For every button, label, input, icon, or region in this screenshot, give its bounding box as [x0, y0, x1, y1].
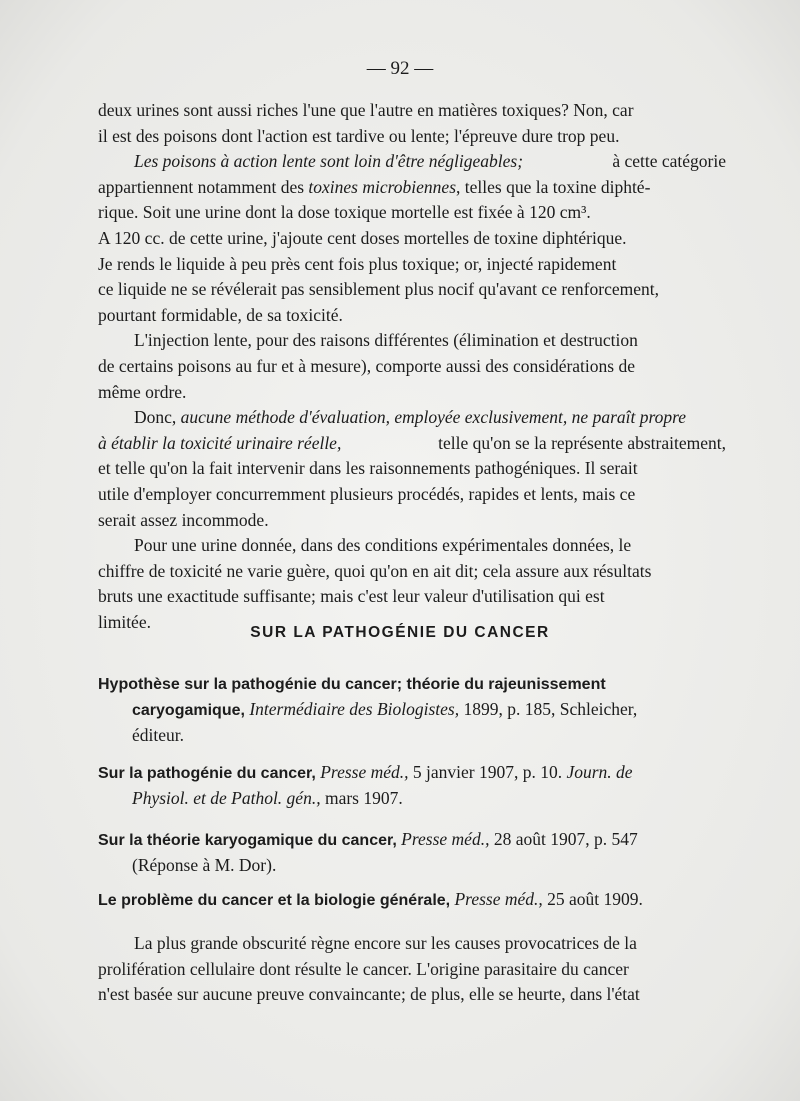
bibliography-entry — [98, 672, 726, 748]
text-line: appartiennent notamment des toxines microbiennes, telles que la toxine diphté- — [98, 176, 651, 197]
text-line: chiffre de toxicité ne varie guère, quoi qu'on en ait dit; cela assure aux résultats — [98, 560, 652, 581]
body-text — [98, 98, 726, 635]
text-line: il est des poisons dont l'action est tardive ou lente; l'épreuve dure trop peu. — [98, 125, 620, 146]
text-line: Je rends le liquide à peu près cent fois plus toxique; or, injecté rapidement — [98, 253, 617, 274]
text-line: Donc, aucune méthode d'évaluation, employée exclusivement, ne paraît propre — [134, 407, 687, 428]
entry-line: Le problème du cancer et la biologie générale, Presse méd., 25 août 1909. — [98, 889, 643, 909]
text-line: utile d'employer concurremment plusieurs procédés, rapides et lents, mais ce — [98, 483, 636, 504]
bibliography-entry — [98, 827, 726, 878]
entry-line: Hypothèse sur la pathogénie du cancer; théorie du rajeunissement — [98, 676, 606, 693]
text-line: La plus grande obscurité règne encore sur les causes provocatrices de la — [134, 933, 637, 953]
entry-line: éditeur. — [132, 725, 184, 745]
text-line: Pour une urine donnée, dans des conditions expérimentales données, le — [134, 535, 632, 556]
text-line: limitée. — [98, 611, 151, 632]
text-line: n'est basée sur aucune preuve convaincante; de plus, elle se heurte, dans l'état — [98, 984, 640, 1005]
page-number: — 92 — — [366, 58, 434, 79]
text-line: rique. Soit une urine dont la dose toxique mortelle est fixée à 120 cm³. — [98, 202, 591, 223]
entry-line: (Réponse à M. Dor). — [132, 855, 277, 875]
text-line: Les poisons à action lente sont loin d'être négligeables; à cette catégorie — [134, 151, 726, 172]
text-line: bruts une exactitude suffisante; mais c'est leur valeur d'utilisation qui est — [98, 586, 605, 607]
bibliography-entry — [98, 760, 726, 811]
text-line: serait assez incommode. — [98, 509, 269, 530]
entry-line: caryogamique, Intermédiaire des Biologistes, 1899, p. 185, Schleicher, — [132, 699, 638, 719]
bibliography-entry — [98, 887, 726, 913]
entry-line: Sur la théorie karyogamique du cancer, Presse méd., 28 août 1907, p. 547 — [98, 829, 638, 849]
text-line: à établir la toxicité urinaire réelle, telle qu'on se la représente abstraitement, — [98, 432, 726, 453]
text-line: L'injection lente, pour des raisons différentes (élimination et destruction — [134, 330, 638, 351]
section-heading: SUR LA PATHOGÉNIE DU CANCER — [250, 624, 550, 641]
text-line: et telle qu'on la fait intervenir dans les raisonnements pathogéniques. Il serait — [98, 458, 638, 479]
text-line: prolifération cellulaire dont résulte le cancer. L'origine parasitaire du cancer — [98, 958, 629, 979]
text-line: ce liquide ne se révélerait pas sensiblement plus nocif qu'avant ce renforcement, — [98, 279, 659, 300]
text-line: de certains poisons au fur et à mesure), comporte aussi des considérations de — [98, 355, 635, 376]
entry-line: Sur la pathogénie du cancer, Presse méd., 5 janvier 1907, p. 10. Journ. de — [98, 762, 633, 782]
text-line: A 120 cc. de cette urine, j'ajoute cent doses mortelles de toxine diphtérique. — [98, 227, 627, 248]
text-line: deux urines sont aussi riches l'une que l'autre en matières toxiques? Non, car — [98, 100, 634, 120]
entry-line: Physiol. et de Pathol. gén., mars 1907. — [132, 788, 403, 808]
text-line: pourtant formidable, de sa toxicité. — [98, 304, 343, 325]
text-line: même ordre. — [98, 381, 187, 402]
closing-paragraph — [98, 931, 726, 1008]
